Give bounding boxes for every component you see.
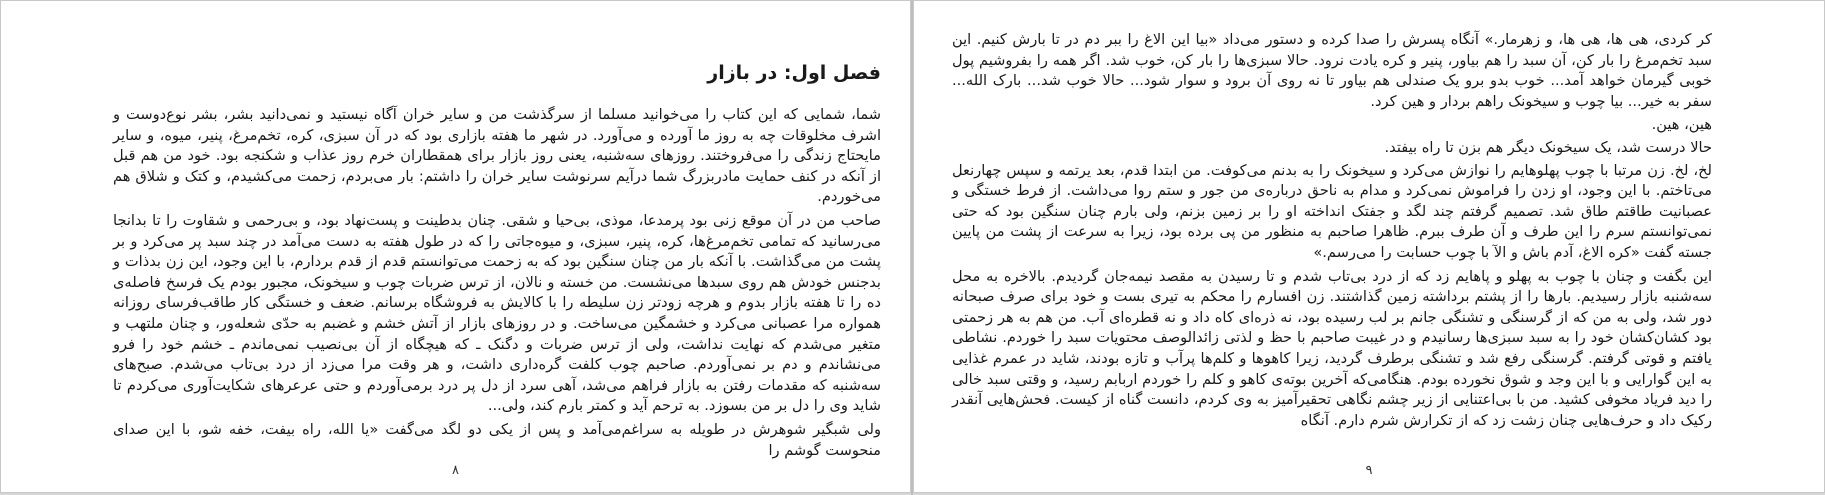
left-page[interactable]	[0, 0, 911, 493]
paragraph: صاحب من در آن موقع زنی بود پرمدعا، موذی، بی‌حیا و شقی. چنان بدطینت و پست‌نهاد بود، و بی‌رحمی و شقاوت را تا بدانجا می‌رسانید که تمامی تخم‌مرغ‌ها، کره، پنیر، سبزی، و میوه‌جاتی را که در طول هفته به دست می‌آمد در چند سبد پر می‌کرد و بر پشت من می‌گذاشت. با آنکه بار من چنان سنگین بود که به زحمت می‌توانستم قدم از قدم بردارم، با این وجود، این زن بدذات و بدجنس خودش هم روی سبدها می‌نشست. من خسته و نالان، از ترس ضربات چوب و سیخونک، مجبور بودم یک فرسخ فاصله‌ی ده را تا هفته بازار بدوم و هرچه زودتر زن سلیطه را با کالایش به فروشگاه برسانم. ضعف و خستگی کار طاقب‌فرسای روزانه همواره مرا عصبانی می‌کرد و خشمگین می‌ساخت. و در روزهای بازار از آتش خشم و غضبم به حدّی شعله‌ور، و چنان ملتهب و متغیر می‌شدم که نهایت نداشت، ولی از ترس ضربات و دگنک ـ که هیچگاه از آن بی‌نصیب نمی‌ماندم ـ خشم خود را فرو می‌نشاندم و دم بر نمی‌آوردم. صاحبم چوب کلفت گره‌داری داشت، و هر وقت مرا می‌زد از درد بی‌تاب می‌شدم. صبح‌های سه‌شنبه که مقدمات رفتن به بازار فراهم می‌شد، آهی سرد از دل پر درد برمی‌آوردم و حتی عرعرهای شکایت‌آوری می‌کردم تا شاید وی را دل بر من بسوزد. به ترحم آید و کمتر بارم کند، ولی...	[113, 211, 881, 415]
paragraph: هین، هین.	[1651, 116, 1712, 134]
paragraph: شما، شمایی که این کتاب را می‌خوانید مسلما از سرگذشت من و سایر خران آگاه نیستید و نمی‌دانید بشر، بشر نوع‌دوست و اشرف مخلوقات چه به روز ما آورده و می‌آورد. در شهر ما هفته بازاری بود که در آن سبزی، کره، تخم‌مرغ، پنیر، میوه، و سایر مایحتاج زندگی را می‌فروختند. روزهای سه‌شنبه، یعنی روز بازار برای همقطاران خرم روز عذاب و شکنجه بود. خود من هم قبل از آنکه در کنف حمایت مادربزرگ شما درآیم سرنوشت سایر خران را داشتم: بار می‌بردم، زحمت می‌کشیدم، و کتک و شلاق هم می‌خوردم.	[113, 106, 881, 206]
chapter-title: فصل اول: در بازار	[707, 62, 881, 84]
right-page[interactable]	[913, 0, 1825, 493]
right-page-text	[952, 30, 1712, 434]
paragraph: کر کردی، هی ها، هی ها، و زهرمار.» آنگاه پسرش را صدا کرده و دستور می‌داد «بیا این الاغ را ببر دم در تا بارش کنیم. این سبد تخم‌مرغ را بار کن، آن سبد را هم بیاور، پنیر و کره یادت نرود. حالا سبزی‌ها را بار کن، خوب شد. اگر همه را بفروشیم پول خوبی گیرمان خواهد آمد... خوب بدو برو یک صندلی هم بیاور تا نه روی آن برود و سوار شود... حالا خوب شد... بارک الله... سفر به خیر... بیا چوب و سیخونک راهم بردار و هین کرد.	[952, 31, 1712, 110]
page-number: ۹	[1365, 463, 1373, 478]
page-number: ۸	[452, 463, 459, 478]
paragraph: ولی شبگیر شوهرش در طویله به سراغم‌می‌آمد و پس از یکی دو لگد می‌گفت «یا الله، راه بیفت، خفه شو، با این صدای منحوست گوشم را	[113, 420, 881, 459]
left-page-text	[113, 59, 881, 464]
paragraph: این بگفت و چنان با چوب به پهلو و پاهایم زد که از درد بی‌تاب شدم و تا رسیدن به مقصد نیمه‌جان گردیدم. بالاخره به محل سه‌شنبه بازار رسیدیم. بارها را از پشتم برداشته زمین گذاشتند. زن افسارم را محکم به تیری بست و خود برای صرف صبحانه دور شد، ولی به من که از گرسنگی و تشنگی جانم بر لب رسیده بود، نه ذره‌ای کاه داد و نه قطره‌ای آب. من هم به هر زحمتی بود کشان‌کشان خود را به سبد سبزی‌ها رسانیدم و در غیبت صاحبم با حظ و لذتی زائدالوصف محتویات سبد را خوردم. نشاطی یافتم و قوتی گرفتم. گرسنگی رفع شد و تشنگی برطرف گردید، زیرا کاهوها و کلم‌ها پرآب و تازه بودند، شاید در عمرم غذایی به این گوارایی و با این وجد و شوق نخورده بودم. هنگامی‌که آخرین بوته‌ی کاهو و کلم را خوردم اربابم رسید، و وقتی سبد خالی را دید فریاد مخوفی کشید. من با بی‌اعتنایی از زیر چشم نگاهی تحقیرآمیز به وی کردم، دانست گناه از کیست. فحش‌هایی آنقدر رکیک داد و حرف‌هایی چنان زشت زد که از تکرارش شرم دارم. آنگاه	[952, 267, 1712, 429]
paragraph: حالا درست شد، یک سیخونک دیگر هم بزن تا راه بیفتد.	[1384, 138, 1712, 156]
paragraph: لخ، لخ. زن مرتبا با چوب پهلوهایم را نوازش می‌کرد و سیخونک را به بدنم می‌کوفت. من ابتدا قدم، بعد یرتمه و سپس چهارنعل می‌تاختم. با این وجود، او زدن را فراموش نمی‌کرد و مدام به ناحق درباره‌ی من جور و ستم روا می‌داشت. از فرط خستگی و عصبانیت طاقتم طاق شد. تصمیم گرفتم چند لگد و جفتک انداخته او را بر زمین بزنم، ولی بارم چنان سنگین بود که حتی نمی‌توانستم سرم را این طرف و آن طرف ببرم. ظاهرا صاحبم به منظور من پی برده بود، زیرا به سرعت از پشت من پایین جسته گفت «کره الاغ، آدم باش و الآ با چوب حسابت را می‌رسم.»	[952, 161, 1712, 261]
